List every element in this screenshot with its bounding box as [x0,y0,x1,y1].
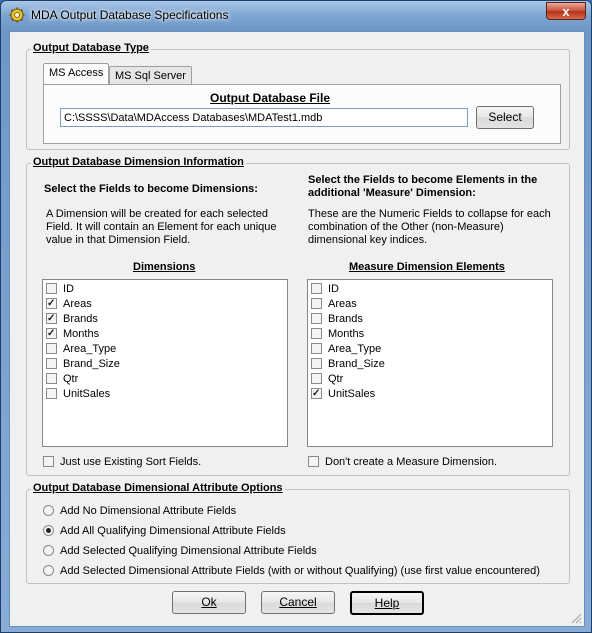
tab-ms-sql-server[interactable] [109,66,192,85]
dimensions-description: A Dimension will be created for each selected Field. It will contain an Element for each unique value in that Dimension Field. [46,208,277,246]
attribute-options-title: Output Database Dimensional Attribute Options [33,482,283,494]
list-item[interactable]: Brand_Size [43,357,287,372]
list-item[interactable]: Qtr [43,372,287,387]
list-item[interactable]: ✓UnitSales [308,387,552,402]
checkbox[interactable] [311,298,322,309]
no-measure-dimension-checkbox[interactable] [308,456,319,467]
checkbox[interactable] [46,373,57,384]
cancel-button[interactable] [261,591,335,614]
existing-sort-fields-checkbox[interactable] [43,456,54,467]
ms-access-tab-panel [43,84,561,144]
radio-button[interactable] [43,565,54,576]
list-item[interactable]: Area_Type [308,342,552,357]
output-database-type-group [26,42,570,150]
list-item[interactable]: ✓Brands [43,312,287,327]
radio-button[interactable] [43,525,54,536]
list-item[interactable]: Areas [308,297,552,312]
select-button-label: Select [488,110,522,124]
checkbox[interactable] [311,283,322,294]
measure-description: These are the Numeric Fields to collapse for each combination of the Other (non-Measure) dimensional key indices. [308,208,551,246]
select-button[interactable] [476,106,534,129]
checkbox[interactable] [46,328,57,339]
checkbox[interactable] [46,343,57,354]
list-item[interactable]: ID [43,282,287,297]
close-button[interactable] [546,2,586,20]
dimension-information-title: Output Database Dimension Information [33,156,244,168]
attribute-option-none[interactable]: Add No Dimensional Attribute Fields [43,504,236,518]
existing-sort-fields-label: Just use Existing Sort Fields. [60,456,202,468]
checkbox[interactable] [311,343,322,354]
no-measure-dimension-option[interactable] [308,455,497,469]
cancel-button-label: Cancel [279,595,317,609]
tab-ms-access-label: MS Access [49,67,104,79]
ok-button[interactable] [172,591,246,614]
output-database-file-label: Output Database File [210,91,331,105]
checkbox[interactable] [46,298,57,309]
no-measure-dimension-label: Don't create a Measure Dimension. [325,456,498,468]
checkbox[interactable] [311,328,322,339]
list-item[interactable]: Brands [308,312,552,327]
checkbox[interactable] [46,388,57,399]
resize-grip-icon[interactable] [570,612,582,624]
measure-heading: Select the Fields to become Elements in the additional 'Measure' Dimension: [308,174,538,199]
attribute-option-selected-qualifying[interactable]: Add Selected Qualifying Dimensional Attribute Fields [43,544,317,558]
dimensions-heading: Select the Fields to become Dimensions: [44,183,258,195]
window-title: MDA Output Database Specifications [31,8,229,22]
list-item[interactable]: ✓Months [43,327,287,342]
checkbox[interactable] [46,283,57,294]
radio-button[interactable] [43,505,54,516]
list-item[interactable]: ID [308,282,552,297]
list-item[interactable]: Area_Type [43,342,287,357]
checkbox[interactable] [311,313,322,324]
list-item[interactable]: Qtr [308,372,552,387]
dimension-information-group [26,156,570,476]
tab-ms-sql-server-label: MS Sql Server [115,70,186,82]
attribute-option-all-qualifying[interactable]: Add All Qualifying Dimensional Attribute Fields [43,524,286,538]
list-item[interactable]: Months [308,327,552,342]
checkbox[interactable] [46,313,57,324]
existing-sort-fields-option[interactable] [43,455,201,469]
list-item[interactable]: Brand_Size [308,357,552,372]
checkbox[interactable] [311,358,322,369]
measure-listbox[interactable] [307,279,553,447]
close-icon: x [562,4,570,19]
list-item[interactable]: ✓Areas [43,297,287,312]
ok-button-label: Ok [201,595,217,609]
checkbox[interactable] [46,358,57,369]
help-button[interactable] [350,591,424,615]
gear-icon [9,7,25,23]
list-item[interactable]: UnitSales [43,387,287,402]
attribute-options-group [26,482,570,584]
dimensions-list-label: Dimensions [133,261,196,273]
checkbox[interactable] [311,373,322,384]
checkbox[interactable] [311,388,322,399]
output-database-type-title: Output Database Type [33,42,149,54]
tab-ms-access[interactable] [43,63,109,85]
measure-list-label: Measure Dimension Elements [349,261,505,273]
help-button-label: Help [374,596,400,610]
dialog-client-area [9,31,585,627]
attribute-option-selected-any[interactable]: Add Selected Dimensional Attribute Fields (with or without Qualifying) (use first value encountered) [43,564,540,578]
radio-button[interactable] [43,545,54,556]
output-database-file-input[interactable] [60,108,468,127]
dimensions-listbox[interactable] [42,279,288,447]
title-bar[interactable] [1,1,591,29]
